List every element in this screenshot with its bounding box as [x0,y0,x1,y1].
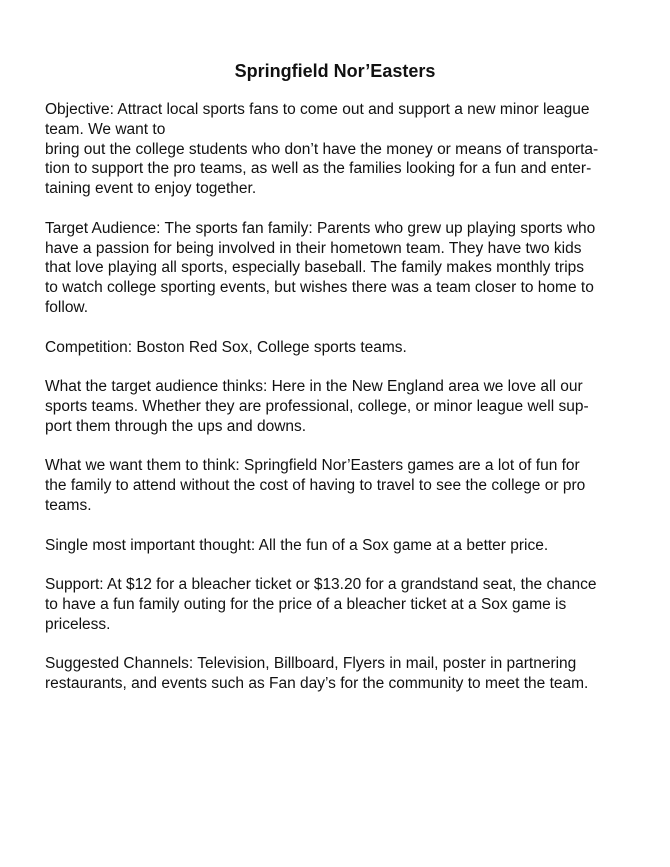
text-line: sports teams. Whether they are professional, college, or minor league well sup- [45,397,589,415]
text-line: to have a fun family outing for the price of a bleacher ticket at a Sox game is [45,595,567,613]
text-line: What we want them to think: Springfield Nor’Easters games are a lot of fun for [45,457,580,475]
text-line: that love playing all sports, especially baseball. The family makes monthly trips [45,259,585,277]
text-line: Suggested Channels: Television, Billboard, Flyers in mail, poster in partnering [45,655,577,673]
text-line: Objective: Attract local sports fans to come out and support a new minor league [45,101,590,118]
paragraph-audience-thinks [45,377,635,436]
text-line: follow. [45,298,89,316]
text-line: Competition: Boston Red Sox, College sports teams. [45,338,407,356]
paragraph-competition [45,338,635,358]
paragraph-suggested-channels [45,654,635,694]
document-title: Springfield Nor’Easters [234,61,436,81]
text-line: to watch college sporting events, but wishes there was a team closer to home to [45,279,594,297]
text-line: the family to attend without the cost of having to travel to see the college or pro [45,477,586,495]
text-line: bring out the college students who don’t have the money or means of transporta- [45,140,599,158]
text-line: tion to support the pro teams, as well as the families looking for a fun and enter- [45,160,592,178]
paragraph-want-them-to-think [45,456,635,515]
text-line: teams. [45,496,92,514]
paragraph-objective [45,100,635,199]
paragraph-important-thought [45,536,635,556]
text-line: Target Audience: The sports fan family: Parents who grew up playing sports who [45,219,596,237]
text-line: priceless. [45,615,111,633]
text-line: Support: At $12 for a bleacher ticket or $13.20 for a grandstand seat, the chance [45,576,597,594]
paragraph-support [45,575,635,634]
text-line: team. We want to [45,120,166,138]
text-line: restaurants, and events such as Fan day’s for the community to meet the team. [45,675,589,693]
text-line: port them through the ups and downs. [45,417,307,435]
paragraph-target-audience [45,219,635,318]
text-line: have a passion for being involved in their hometown team. They have two kids [45,239,582,257]
text-line: Single most important thought: All the fun of a Sox game at a better price. [45,536,549,554]
text-line: What the target audience thinks: Here in the New England area we love all our [45,378,583,396]
document-body [45,100,635,714]
text-line: taining event to enjoy together. [45,180,257,198]
